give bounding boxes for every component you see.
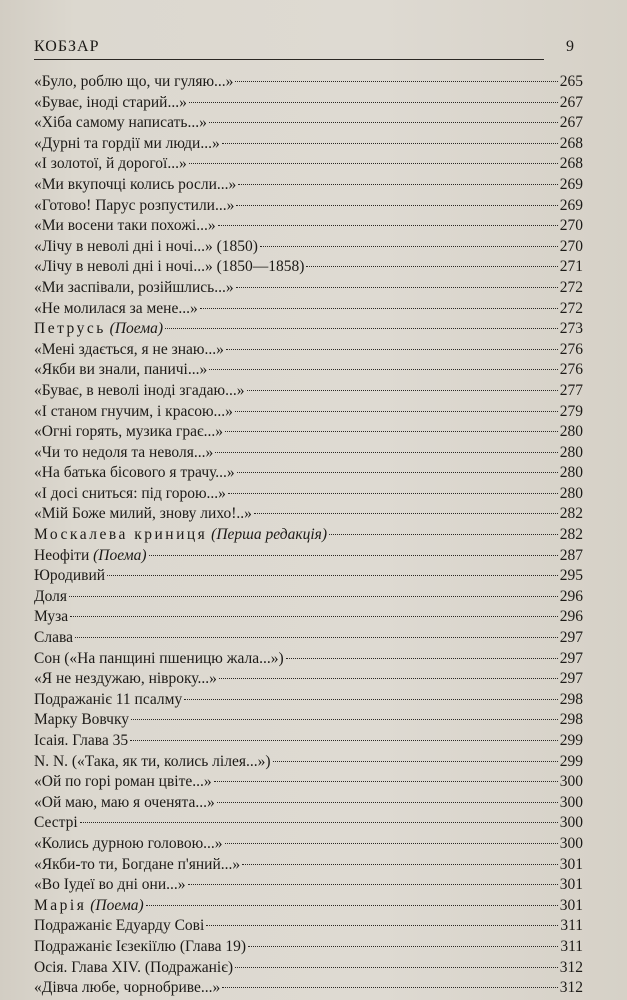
entry-note: (Перша редакція) — [211, 526, 327, 544]
dot-leader — [219, 678, 558, 679]
entry-title — [34, 134, 220, 155]
entry-page-number: 301 — [559, 896, 583, 914]
entry-title — [34, 381, 245, 402]
entry-title-text: «Ой по горі роман цвіте...» — [34, 773, 212, 791]
dot-leader — [226, 349, 558, 350]
toc-entry — [34, 834, 583, 855]
entry-title-text: «Колись дурною головою...» — [34, 834, 223, 852]
toc-entry — [34, 360, 583, 381]
entry-page-number: 280 — [559, 464, 583, 482]
entry-page-number: 270 — [559, 217, 583, 235]
entry-title-text: Неофіти — [34, 546, 90, 564]
entry-page-number: 280 — [559, 443, 583, 461]
toc-entry — [34, 113, 583, 134]
toc-entry — [34, 443, 583, 464]
toc-entry — [34, 607, 583, 628]
entry-title — [34, 937, 246, 958]
entry-title-text: «Ми восени таки похожі...» — [34, 217, 216, 235]
toc-entry — [34, 278, 583, 299]
entry-title — [34, 72, 233, 93]
entry-page-number: 269 — [559, 175, 583, 193]
entry-title-text: Петрусь — [34, 320, 106, 338]
header-rule — [34, 59, 544, 60]
toc-entry — [34, 813, 583, 834]
entry-title — [34, 525, 327, 546]
entry-title — [34, 504, 252, 525]
dot-leader — [329, 534, 558, 535]
dot-leader — [69, 596, 558, 597]
dot-leader — [200, 308, 558, 309]
entry-page-number: 267 — [559, 93, 583, 111]
dot-leader — [188, 884, 558, 885]
toc-entry — [34, 793, 583, 814]
entry-title — [34, 319, 163, 340]
toc-entry — [34, 855, 583, 876]
entry-title — [34, 958, 233, 979]
dot-leader — [214, 781, 558, 782]
entry-title-text: «Мені здається, я не знаю...» — [34, 340, 224, 358]
entry-title-text: Подражаніє Ієзекіїлю (Глава 19) — [34, 937, 246, 955]
toc-entry — [34, 896, 583, 917]
toc-entry — [34, 154, 583, 175]
entry-title — [34, 278, 234, 299]
running-header — [34, 38, 574, 60]
entry-page-number: 300 — [559, 793, 583, 811]
entry-title-text: «Не молилася за мене...» — [34, 299, 198, 317]
toc-entry — [34, 340, 583, 361]
entry-title-text: Доля — [34, 587, 67, 605]
entry-title-text: «Ми заспівали, розійшлись...» — [34, 278, 234, 296]
entry-title-text: «Хіба самому написать...» — [34, 114, 207, 132]
entry-title — [34, 752, 271, 773]
entry-title — [34, 731, 128, 752]
toc-entry — [34, 752, 583, 773]
entry-title-text: Сестрі — [34, 814, 78, 832]
entry-title — [34, 422, 223, 443]
entry-title — [34, 649, 284, 670]
entry-page-number: 272 — [559, 278, 583, 296]
toc-entry — [34, 72, 583, 93]
toc-entry — [34, 93, 583, 114]
entry-title — [34, 855, 240, 876]
entry-title-text: «І золотої, й дорогої...» — [34, 155, 187, 173]
entry-title — [34, 175, 236, 196]
entry-title — [34, 299, 198, 320]
toc-entry — [34, 710, 583, 731]
entry-title — [34, 484, 226, 505]
entry-title — [34, 402, 233, 423]
entry-title-text: «Я не нездужаю, нівроку...» — [34, 670, 217, 688]
dot-leader — [254, 513, 558, 514]
entry-title — [34, 113, 207, 134]
toc-entry — [34, 731, 583, 752]
toc-entry — [34, 546, 583, 567]
entry-title — [34, 360, 207, 381]
dot-leader — [235, 411, 558, 412]
toc-entry — [34, 958, 583, 979]
toc-entry — [34, 463, 583, 484]
dot-leader — [242, 864, 558, 865]
entry-title-text: «Якби ви знали, паничі...» — [34, 361, 208, 379]
entry-title — [34, 978, 220, 999]
entry-page-number: 276 — [559, 361, 583, 379]
toc-entry — [34, 402, 583, 423]
dot-leader — [209, 122, 558, 123]
dot-leader — [217, 802, 558, 803]
entry-title-text: Москалева криниця — [34, 526, 208, 544]
entry-page-number: 301 — [559, 855, 583, 873]
entry-page-number: 300 — [559, 834, 583, 852]
entry-title-text: Подражаніє Едуарду Сові — [34, 917, 205, 935]
entry-title-text: «На батька бісового я трачу...» — [34, 464, 235, 482]
entry-title — [34, 607, 68, 628]
dot-leader — [206, 925, 558, 926]
entry-page-number: 270 — [559, 237, 583, 255]
entry-page-number: 265 — [559, 73, 583, 90]
entry-page-number: 268 — [559, 155, 583, 173]
toc-entry — [34, 649, 583, 670]
dot-leader — [235, 967, 558, 968]
entry-title — [34, 257, 304, 278]
entry-page-number: 299 — [559, 752, 583, 770]
entry-title-text: «Ой маю, маю я оченята...» — [34, 793, 215, 811]
toc-entry — [34, 669, 583, 690]
toc-entry — [34, 175, 583, 196]
toc-entry — [34, 916, 583, 937]
dot-leader — [215, 452, 558, 453]
running-title: КОБЗАР — [34, 38, 100, 55]
dot-leader — [149, 555, 558, 556]
entry-title-text: Юродивий — [34, 567, 106, 585]
entry-page-number: 277 — [559, 381, 583, 399]
entry-page-number: 272 — [559, 299, 583, 317]
entry-title-text: Марку Вовчку — [34, 711, 130, 729]
toc-entry — [34, 772, 583, 793]
entry-page-number: 273 — [559, 320, 583, 338]
dot-leader — [107, 575, 558, 576]
toc-entry — [34, 875, 583, 896]
dot-leader — [236, 287, 558, 288]
entry-title — [34, 587, 67, 608]
entry-title — [34, 875, 186, 896]
dot-leader — [248, 946, 558, 947]
dot-leader — [222, 143, 558, 144]
entry-title-text: Подражаніє 11 псалму — [34, 690, 183, 708]
dot-leader — [75, 637, 558, 638]
entry-title — [34, 443, 213, 464]
toc-entry — [34, 628, 583, 649]
toc-entry — [34, 134, 583, 155]
entry-title-text: «Буває, в неволі іноді згадаю...» — [34, 381, 245, 399]
entry-page-number: 276 — [559, 340, 583, 358]
entry-title-text: «Мій Боже милий, знову лихо!..» — [34, 505, 252, 523]
entry-title-text: «Дівча любе, чорнобриве...» — [34, 979, 221, 997]
dot-leader — [235, 81, 557, 82]
dot-leader — [286, 658, 558, 659]
entry-title-text: N. N. («Така, як ти, колись лілея...») — [34, 752, 271, 770]
dot-leader — [146, 905, 558, 906]
entry-page-number: 298 — [559, 690, 583, 708]
entry-page-number: 296 — [559, 608, 583, 626]
entry-title-text: Ісаія. Глава 35 — [34, 732, 129, 749]
entry-title — [34, 793, 215, 814]
entry-page-number: 300 — [559, 773, 583, 791]
toc-entry — [34, 525, 583, 546]
entry-title-text: «Ми вкупочці колись росли...» — [34, 175, 237, 193]
dot-leader — [222, 987, 557, 988]
entry-title-text: «Во Іудеї во дні они...» — [34, 876, 186, 894]
entry-page-number: 269 — [559, 196, 583, 214]
entry-title-text: «І станом гнучим, і красою...» — [34, 402, 233, 420]
dot-leader — [189, 102, 558, 103]
dot-leader — [209, 369, 558, 370]
toc-entry — [34, 319, 583, 340]
dot-leader — [131, 719, 558, 720]
toc-entry — [34, 937, 583, 958]
entry-page-number: 280 — [559, 484, 583, 502]
entry-title — [34, 916, 204, 937]
toc-entry — [34, 587, 583, 608]
table-of-contents — [34, 72, 583, 999]
entry-title-text: Муза — [34, 608, 69, 626]
entry-page-number: 311 — [560, 917, 583, 935]
entry-page-number: 301 — [559, 876, 583, 894]
entry-page-number: 297 — [559, 670, 583, 688]
entry-title-text: «Буває, іноді старий...» — [34, 93, 187, 111]
toc-entry — [34, 196, 583, 217]
entry-title-text: «Якби-то ти, Богдане п'яний...» — [34, 855, 241, 873]
dot-leader — [237, 472, 558, 473]
entry-page-number: 271 — [559, 258, 583, 276]
entry-title-text: Осія. Глава XIV. (Подражаніє) — [34, 958, 234, 976]
entry-page-number: 297 — [559, 649, 583, 667]
entry-title-text: «Дурні та гордії ми люди...» — [34, 134, 220, 152]
dot-leader — [218, 225, 558, 226]
entry-page-number: 279 — [559, 402, 583, 420]
entry-title-text: «Готово! Парус розпустили...» — [34, 196, 235, 214]
toc-entry — [34, 299, 583, 320]
entry-title-text: «Лічу в неволі дні і ночі...» (1850) — [34, 237, 258, 255]
entry-title-text: «І досі сниться: під горою...» — [34, 484, 226, 502]
entry-page-number: 296 — [559, 587, 583, 605]
toc-entry — [34, 978, 583, 999]
entry-page-number: 287 — [559, 546, 583, 564]
dot-leader — [225, 431, 558, 432]
entry-title — [34, 546, 147, 567]
dot-leader — [130, 740, 558, 741]
entry-title-text: Слава — [34, 629, 73, 647]
entry-page-number: 300 — [559, 814, 583, 832]
entry-page-number: 311 — [560, 937, 583, 955]
entry-page-number: 299 — [559, 732, 583, 749]
dot-leader — [184, 699, 558, 700]
dot-leader — [247, 390, 558, 391]
entry-title — [34, 154, 187, 175]
entry-page-number: 312 — [559, 958, 583, 976]
entry-title — [34, 896, 144, 917]
toc-entry — [34, 381, 583, 402]
entry-title — [34, 772, 212, 793]
entry-page-number: 295 — [559, 567, 583, 585]
entry-title — [34, 566, 105, 587]
toc-entry — [34, 216, 583, 237]
entry-title — [34, 340, 224, 361]
entry-title-text: «Чи то недоля та неволя...» — [34, 443, 214, 461]
dot-leader — [260, 246, 558, 247]
toc-entry — [34, 504, 583, 525]
entry-page-number: 282 — [559, 505, 583, 523]
entry-page-number: 297 — [559, 629, 583, 647]
entry-page-number: 267 — [559, 114, 583, 132]
dot-leader — [70, 616, 558, 617]
entry-title-text: «Було, роблю що, чи гуляю...» — [34, 73, 234, 90]
dot-leader — [228, 493, 558, 494]
toc-entry — [34, 566, 583, 587]
entry-page-number: 312 — [559, 979, 583, 997]
entry-title-text: Сон («На панщині пшеницю жала...») — [34, 649, 284, 667]
dot-leader — [273, 761, 558, 762]
dot-leader — [306, 266, 557, 267]
entry-page-number: 298 — [559, 711, 583, 729]
entry-title — [34, 463, 235, 484]
entry-title — [34, 813, 78, 834]
entry-title — [34, 196, 234, 217]
entry-title — [34, 93, 187, 114]
page-number: 9 — [566, 38, 574, 55]
dot-leader — [189, 163, 558, 164]
dot-leader — [165, 328, 558, 329]
entry-title-text: Марія — [34, 896, 87, 914]
dot-leader — [236, 205, 557, 206]
entry-note: (Поема) — [90, 896, 144, 914]
dot-leader — [225, 843, 558, 844]
toc-entry — [34, 422, 583, 443]
entry-title — [34, 669, 217, 690]
entry-page-number: 268 — [559, 134, 583, 152]
entry-title — [34, 834, 223, 855]
toc-entry — [34, 690, 583, 711]
dot-leader — [238, 184, 557, 185]
entry-title-text: «Лічу в неволі дні і ночі...» (1850—1858) — [34, 258, 305, 276]
toc-entry — [34, 257, 583, 278]
entry-title — [34, 690, 182, 711]
entry-page-number: 282 — [559, 526, 583, 544]
entry-title — [34, 237, 258, 258]
entry-note: (Поема) — [93, 546, 147, 564]
entry-title — [34, 710, 129, 731]
entry-title — [34, 216, 216, 237]
toc-entry — [34, 484, 583, 505]
entry-title — [34, 628, 73, 649]
entry-page-number: 280 — [559, 423, 583, 441]
entry-title-text: «Огні горять, музика грає...» — [34, 423, 224, 441]
entry-note: (Поема) — [109, 320, 164, 338]
dot-leader — [80, 822, 558, 823]
toc-entry — [34, 237, 583, 258]
